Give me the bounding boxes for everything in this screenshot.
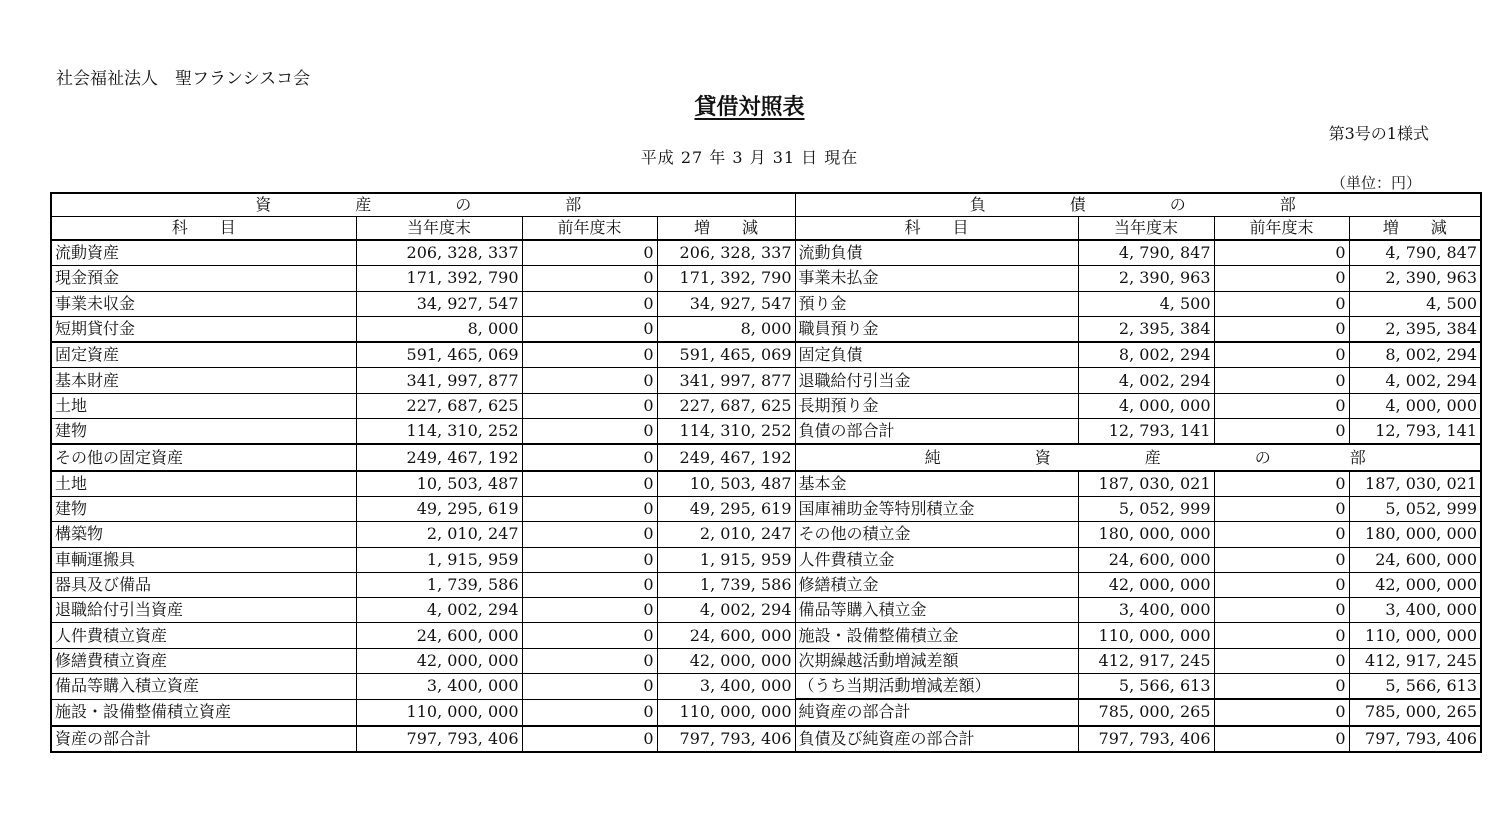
asset-label: 修繕費積立資産: [51, 648, 356, 673]
asset-previous: 0: [522, 699, 657, 725]
net-asset-total-current: 785, 000, 265: [1078, 699, 1214, 725]
net-asset-change: 412, 917, 245: [1349, 648, 1481, 673]
liability-current: 12, 793, 141: [1078, 419, 1214, 445]
table-row: [51, 240, 1481, 266]
asset-label: 車輌運搬具: [51, 547, 356, 572]
asset-change: 4, 002, 294: [657, 598, 795, 623]
col-header-change: 増 減: [657, 217, 795, 241]
asset-previous: 0: [522, 547, 657, 572]
table-row: [51, 266, 1481, 291]
asset-current: 206, 328, 337: [356, 240, 522, 266]
asset-previous: 0: [522, 648, 657, 673]
form-number: 第3号の1様式: [1328, 124, 1429, 143]
asset-change: 34, 927, 547: [657, 291, 795, 316]
net-asset-previous: 0: [1214, 496, 1349, 521]
liability-current: 4, 790, 847: [1078, 240, 1214, 266]
table-row: [51, 444, 1481, 470]
net-asset-change: 42, 000, 000: [1349, 572, 1481, 597]
asset-previous: 0: [522, 496, 657, 521]
asset-label: 施設・設備整備積立資産: [51, 699, 356, 725]
table-row: [51, 648, 1481, 673]
asset-change: 8, 000: [657, 316, 795, 342]
net-asset-change: 180, 000, 000: [1349, 522, 1481, 547]
asset-change: 341, 997, 877: [657, 368, 795, 393]
grand-total-change: 797, 793, 406: [1349, 726, 1481, 752]
liability-previous: 0: [1214, 419, 1349, 445]
asset-current: 4, 002, 294: [356, 598, 522, 623]
asset-current: 110, 000, 000: [356, 699, 522, 725]
asset-previous: 0: [522, 674, 657, 700]
liability-change: 4, 500: [1349, 291, 1481, 316]
asset-change: 24, 600, 000: [657, 623, 795, 648]
asset-current: 34, 927, 547: [356, 291, 522, 316]
asset-label: 人件費積立資産: [51, 623, 356, 648]
asset-label: 建物: [51, 419, 356, 445]
asset-change: 114, 310, 252: [657, 419, 795, 445]
table-row: [51, 316, 1481, 342]
liability-change: 4, 000, 000: [1349, 393, 1481, 418]
assets-section-header: 資 産 の 部: [51, 193, 795, 217]
liability-label: 事業未払金: [795, 266, 1078, 291]
asset-change: 110, 000, 000: [657, 699, 795, 725]
asset-current: 24, 600, 000: [356, 623, 522, 648]
asset-current: 10, 503, 487: [356, 471, 522, 497]
table-row: [51, 547, 1481, 572]
liability-previous: 0: [1214, 393, 1349, 418]
net-asset-change: 5, 566, 613: [1349, 674, 1481, 700]
asset-total-previous: 0: [522, 726, 657, 752]
asset-current: 249, 467, 192: [356, 444, 522, 470]
net-asset-total-change: 785, 000, 265: [1349, 699, 1481, 725]
unit-label: （単位：円）: [1330, 174, 1421, 192]
liability-current: 4, 000, 000: [1078, 393, 1214, 418]
table-row: [51, 572, 1481, 597]
liability-previous: 0: [1214, 291, 1349, 316]
asset-label: 事業未収金: [51, 291, 356, 316]
asset-previous: 0: [522, 342, 657, 368]
asset-label: その他の固定資産: [51, 444, 356, 470]
asset-change: 2, 010, 247: [657, 522, 795, 547]
liability-change: 2, 390, 963: [1349, 266, 1481, 291]
asset-label: 短期貸付金: [51, 316, 356, 342]
document-title: [0, 90, 1499, 121]
grand-total-current: 797, 793, 406: [1078, 726, 1214, 752]
asset-current: 49, 295, 619: [356, 496, 522, 521]
liabilities-section-header: 負 債 の 部: [795, 193, 1481, 217]
asset-previous: 0: [522, 291, 657, 316]
asset-change: 3, 400, 000: [657, 674, 795, 700]
asset-previous: 0: [522, 266, 657, 291]
net-asset-label: 修繕積立金: [795, 572, 1078, 597]
net-asset-change: 5, 052, 999: [1349, 496, 1481, 521]
asset-change: 1, 915, 959: [657, 547, 795, 572]
asset-current: 1, 739, 586: [356, 572, 522, 597]
liability-change: 4, 790, 847: [1349, 240, 1481, 266]
asset-current: 591, 465, 069: [356, 342, 522, 368]
asset-label: 備品等購入積立資産: [51, 674, 356, 700]
asset-label: 固定資産: [51, 342, 356, 368]
asset-current: 114, 310, 252: [356, 419, 522, 445]
asset-label: 退職給付引当資産: [51, 598, 356, 623]
table-row: [51, 496, 1481, 521]
asset-current: 171, 392, 790: [356, 266, 522, 291]
asset-previous: 0: [522, 393, 657, 418]
asset-label: 土地: [51, 393, 356, 418]
balance-sheet-table: [50, 192, 1482, 753]
table-row: [51, 598, 1481, 623]
grand-total-previous: 0: [1214, 726, 1349, 752]
net-asset-change: 24, 600, 000: [1349, 547, 1481, 572]
net-asset-current: 187, 030, 021: [1078, 471, 1214, 497]
net-asset-previous: 0: [1214, 547, 1349, 572]
liability-label: 負債の部合計: [795, 419, 1078, 445]
col-header-previous: 前年度末: [522, 217, 657, 241]
asset-previous: 0: [522, 572, 657, 597]
asset-label: 現金預金: [51, 266, 356, 291]
net-asset-label: （うち当期活動増減差額）: [795, 674, 1078, 700]
liability-label: 預り金: [795, 291, 1078, 316]
asset-previous: 0: [522, 598, 657, 623]
liability-label: 長期預り金: [795, 393, 1078, 418]
liability-previous: 0: [1214, 316, 1349, 342]
asset-label: 構築物: [51, 522, 356, 547]
asset-total-label: 資産の部合計: [51, 726, 356, 752]
asset-change: 42, 000, 000: [657, 648, 795, 673]
liability-current: 4, 500: [1078, 291, 1214, 316]
table-row: [51, 419, 1481, 445]
col-header-change: 増 減: [1349, 217, 1481, 241]
liability-label: 退職給付引当金: [795, 368, 1078, 393]
net-asset-current: 412, 917, 245: [1078, 648, 1214, 673]
net-asset-current: 5, 566, 613: [1078, 674, 1214, 700]
net-asset-current: 24, 600, 000: [1078, 547, 1214, 572]
asset-label: 器具及び備品: [51, 572, 356, 597]
col-header-previous: 前年度末: [1214, 217, 1349, 241]
liability-current: 8, 002, 294: [1078, 342, 1214, 368]
table-row: [51, 623, 1481, 648]
asset-current: 3, 400, 000: [356, 674, 522, 700]
asset-previous: 0: [522, 419, 657, 445]
asset-current: 2, 010, 247: [356, 522, 522, 547]
asset-change: 227, 687, 625: [657, 393, 795, 418]
asset-change: 10, 503, 487: [657, 471, 795, 497]
net-asset-total-previous: 0: [1214, 699, 1349, 725]
asset-change: 206, 328, 337: [657, 240, 795, 266]
table-row: [51, 699, 1481, 725]
col-header-item: 科 目: [51, 217, 356, 241]
asset-total-current: 797, 793, 406: [356, 726, 522, 752]
net-asset-current: 110, 000, 000: [1078, 623, 1214, 648]
liability-previous: 0: [1214, 368, 1349, 393]
liability-change: 4, 002, 294: [1349, 368, 1481, 393]
asset-previous: 0: [522, 368, 657, 393]
table-row-total: [51, 726, 1481, 752]
net-asset-current: 5, 052, 999: [1078, 496, 1214, 521]
asset-current: 341, 997, 877: [356, 368, 522, 393]
report-date: 平成 27 年 3 月 31 日 現在: [640, 148, 859, 167]
liability-change: 12, 793, 141: [1349, 419, 1481, 445]
net-asset-label: 備品等購入積立金: [795, 598, 1078, 623]
asset-label: 土地: [51, 471, 356, 497]
document-title-text: 貸借対照表: [694, 94, 805, 120]
table-row: [51, 368, 1481, 393]
asset-current: 1, 915, 959: [356, 547, 522, 572]
liability-label: 流動負債: [795, 240, 1078, 266]
net-asset-previous: 0: [1214, 522, 1349, 547]
net-asset-previous: 0: [1214, 623, 1349, 648]
liability-change: 2, 395, 384: [1349, 316, 1481, 342]
net-asset-previous: 0: [1214, 471, 1349, 497]
net-assets-section-header: 純 資 産 の 部: [795, 444, 1481, 470]
net-asset-label: 施設・設備整備積立金: [795, 623, 1078, 648]
net-asset-label: 基本金: [795, 471, 1078, 497]
asset-change: 591, 465, 069: [657, 342, 795, 368]
net-asset-previous: 0: [1214, 648, 1349, 673]
net-asset-current: 3, 400, 000: [1078, 598, 1214, 623]
net-asset-current: 180, 000, 000: [1078, 522, 1214, 547]
liability-label: 固定負債: [795, 342, 1078, 368]
table-row: [51, 674, 1481, 700]
asset-previous: 0: [522, 316, 657, 342]
net-asset-change: 3, 400, 000: [1349, 598, 1481, 623]
liability-previous: 0: [1214, 342, 1349, 368]
col-header-current: 当年度末: [1078, 217, 1214, 241]
asset-previous: 0: [522, 471, 657, 497]
net-asset-previous: 0: [1214, 572, 1349, 597]
liability-change: 8, 002, 294: [1349, 342, 1481, 368]
liability-label: 職員預り金: [795, 316, 1078, 342]
liability-current: 2, 395, 384: [1078, 316, 1214, 342]
organization-name: 社会福祉法人 聖フランシスコ会: [56, 69, 311, 89]
net-asset-previous: 0: [1214, 598, 1349, 623]
net-asset-change: 110, 000, 000: [1349, 623, 1481, 648]
net-asset-current: 42, 000, 000: [1078, 572, 1214, 597]
asset-label: 流動資産: [51, 240, 356, 266]
asset-previous: 0: [522, 522, 657, 547]
asset-previous: 0: [522, 444, 657, 470]
asset-previous: 0: [522, 240, 657, 266]
net-asset-change: 187, 030, 021: [1349, 471, 1481, 497]
asset-change: 1, 739, 586: [657, 572, 795, 597]
net-asset-label: その他の積立金: [795, 522, 1078, 547]
net-asset-label: 人件費積立金: [795, 547, 1078, 572]
net-asset-label: 次期繰越活動増減差額: [795, 648, 1078, 673]
table-row: [51, 291, 1481, 316]
asset-change: 249, 467, 192: [657, 444, 795, 470]
net-asset-previous: 0: [1214, 674, 1349, 700]
grand-total-label: 負債及び純資産の部合計: [795, 726, 1078, 752]
asset-change: 171, 392, 790: [657, 266, 795, 291]
liability-current: 4, 002, 294: [1078, 368, 1214, 393]
table-row: [51, 522, 1481, 547]
asset-label: 基本財産: [51, 368, 356, 393]
asset-current: 8, 000: [356, 316, 522, 342]
asset-current: 227, 687, 625: [356, 393, 522, 418]
liability-previous: 0: [1214, 240, 1349, 266]
asset-previous: 0: [522, 623, 657, 648]
table-row: [51, 393, 1481, 418]
liability-current: 2, 390, 963: [1078, 266, 1214, 291]
col-header-item: 科 目: [795, 217, 1078, 241]
net-asset-label: 国庫補助金等特別積立金: [795, 496, 1078, 521]
asset-label: 建物: [51, 496, 356, 521]
asset-change: 49, 295, 619: [657, 496, 795, 521]
asset-total-change: 797, 793, 406: [657, 726, 795, 752]
col-header-current: 当年度末: [356, 217, 522, 241]
table-row: [51, 342, 1481, 368]
net-asset-total-label: 純資産の部合計: [795, 699, 1078, 725]
liability-previous: 0: [1214, 266, 1349, 291]
asset-current: 42, 000, 000: [356, 648, 522, 673]
table-row: [51, 471, 1481, 497]
